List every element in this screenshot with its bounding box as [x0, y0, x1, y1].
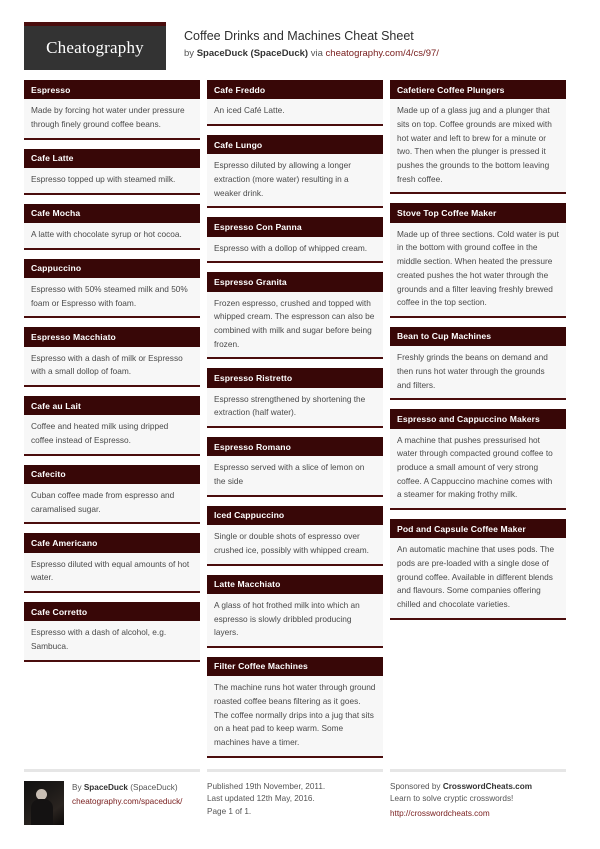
card [207, 368, 383, 428]
card-title: Latte Macchiato [207, 575, 383, 594]
content-columns [24, 80, 576, 767]
card-title: Cafetiere Coffee Plungers [390, 80, 566, 99]
card-title: Cafe Latte [24, 149, 200, 168]
card-title: Cafe Americano [24, 533, 200, 552]
footer-publish-column [207, 769, 383, 825]
card [207, 217, 383, 263]
card [207, 437, 383, 497]
card-title: Filter Coffee Machines [207, 657, 383, 676]
card-title: Cafe Lungo [207, 135, 383, 154]
card-body: Espresso diluted with equal amounts of hot water. [31, 558, 190, 583]
byline-author: SpaceDuck (SpaceDuck) [196, 47, 309, 59]
card-title: Espresso and Cappuccino Makers [390, 409, 566, 428]
card [24, 327, 200, 387]
card-title: Espresso Romano [207, 437, 383, 456]
card-body: Frozen espresso, crushed and topped with whipped cream. The espresson can also be combined with milk and sugar before being frozen. [214, 297, 375, 349]
card [24, 602, 200, 662]
card-body: A machine that pushes pressurised hot water through compacted ground coffee to produce a small amount of very strong coffee. A Cappuccino machine comes with a steamer for making frothy milk. [397, 434, 553, 500]
byline-via: via [308, 47, 326, 59]
footer-author-column [24, 769, 200, 825]
card [390, 327, 566, 400]
card-title: Cafe au Lait [24, 396, 200, 415]
logo-text: Cheatography [46, 38, 144, 57]
card-title: Espresso Macchiato [24, 327, 200, 346]
column-2 [207, 80, 383, 767]
author-text [72, 781, 182, 809]
sponsor-name: CrosswordCheats.com [442, 781, 532, 791]
card-body: A latte with chocolate syrup or hot cocoa. [31, 229, 182, 239]
masthead [24, 0, 576, 80]
card-title: Espresso [24, 80, 200, 99]
card [24, 533, 200, 593]
title-block [184, 22, 439, 60]
card-body: An automatic machine that uses pods. The pods are pre-loaded with a single dose of ground coffee. Available in different blends and flavours. Some companies offering chilled and chocolate varieties. [397, 544, 555, 610]
card-title: Iced Cappuccino [207, 506, 383, 525]
card [207, 575, 383, 648]
card [24, 204, 200, 250]
card-body: Espresso with a dollop of whipped cream. [214, 242, 368, 253]
card-body: Made up of three sections. Cold water is put in the bottom with ground coffee in the middle section. When heated the pressure created pushes the hot water through the grounds and a filter leaving freshly brewed coffee in the top section. [397, 228, 559, 308]
page-footer [24, 769, 576, 825]
page-count: Page 1 of 1. [207, 807, 252, 817]
byline-source-link[interactable]: cheatography.com/4/cs/97/ [325, 47, 439, 59]
card [24, 259, 200, 319]
card-body: Espresso strengthened by shortening the extraction (half water). [214, 393, 366, 418]
card-body: Espresso topped up with steamed milk. [31, 174, 176, 184]
card-body: Single or double shots of espresso over crushed ice, possibly with whipped cream. [214, 531, 369, 555]
sponsor-line [390, 781, 566, 794]
author-suffix: (SpaceDuck) [128, 782, 178, 792]
byline-prefix: by [184, 47, 197, 59]
card-body: Espresso served with a slice of lemon on the side [214, 462, 365, 487]
card [390, 409, 566, 510]
cheatography-logo[interactable] [24, 22, 166, 70]
card-title: Cafe Corretto [24, 602, 200, 621]
avatar [24, 781, 64, 825]
published-date: Published 19th November, 2011. [207, 781, 326, 791]
card [207, 80, 383, 126]
sponsor-url-link[interactable]: http://crosswordcheats.com [390, 809, 490, 819]
card [207, 657, 383, 758]
card-title: Stove Top Coffee Maker [390, 203, 566, 222]
card [24, 80, 200, 140]
card-title: Cafe Freddo [207, 80, 383, 99]
card-body: Espresso diluted by allowing a longer extraction (more water) resulting in a weaker drink. [214, 160, 351, 198]
column-3 [390, 80, 566, 629]
card-title: Espresso Con Panna [207, 217, 383, 236]
author-prefix: By [72, 782, 84, 792]
card-body: Freshly grinds the beans on demand and then runs hot water through the grounds and filters. [397, 352, 548, 390]
author-name: SpaceDuck [83, 782, 128, 792]
card [390, 80, 566, 194]
card-body: Coffee and heated milk using dripped coffee instead of Espresso. [31, 421, 169, 446]
column-1 [24, 80, 200, 671]
card-body: A glass of hot frothed milk into which an espresso is slowly dribbled producing layers. [214, 599, 360, 638]
card-title: Bean to Cup Machines [390, 327, 566, 346]
card [207, 272, 383, 359]
card-body: Espresso with a dash of milk or Espresso with a small dollop of foam. [31, 352, 183, 377]
card-body: Made up of a glass jug and a plunger that sits on top. Coffee grounds are mixed with hot water and left to brew for a minute or two. Then when the plunger is pressed it pushes the grounds to the bottom leaving fresh coffee. [397, 105, 552, 184]
page-title: Coffee Drinks and Machines Cheat Sheet [184, 29, 414, 43]
footer-sponsor-column [390, 769, 566, 825]
sponsor-prefix: Sponsored by [390, 781, 443, 791]
card-body: Made by forcing hot water under pressure through finely ground coffee beans. [31, 105, 185, 129]
card [390, 203, 566, 317]
card [207, 506, 383, 566]
author-block [24, 781, 200, 825]
card [24, 396, 200, 456]
card-title: Cappuccino [24, 259, 200, 278]
card-body: Cuban coffee made from espresso and caramalised sugar. [31, 490, 175, 514]
card [24, 149, 200, 195]
card-body: An iced Café Latte. [214, 105, 285, 116]
updated-date: Last updated 12th May, 2016. [207, 794, 315, 804]
card-title: Espresso Granita [207, 272, 383, 291]
card-body: The machine runs hot water through ground roasted coffee beans filtering as it goes. The coffee normally drips into a jug that sits on a heat pad to keep warm. Some machines have a timer. [214, 682, 376, 747]
byline [184, 47, 439, 60]
sponsor-tagline: Learn to solve cryptic crosswords! [390, 794, 514, 804]
card [390, 519, 566, 620]
card-body: Espresso with 50% steamed milk and 50% foam or Espresso with foam. [31, 284, 188, 308]
card-body: Espresso with a dash of alcohol, e.g. Sambuca. [31, 627, 167, 652]
card-title: Pod and Capsule Coffee Maker [390, 519, 566, 538]
card-title: Cafecito [24, 465, 200, 484]
card-title: Espresso Ristretto [207, 368, 383, 387]
card [207, 135, 383, 208]
author-profile-link[interactable]: cheatography.com/spaceduck/ [72, 797, 183, 807]
card [24, 465, 200, 525]
card-title: Cafe Mocha [24, 204, 200, 223]
